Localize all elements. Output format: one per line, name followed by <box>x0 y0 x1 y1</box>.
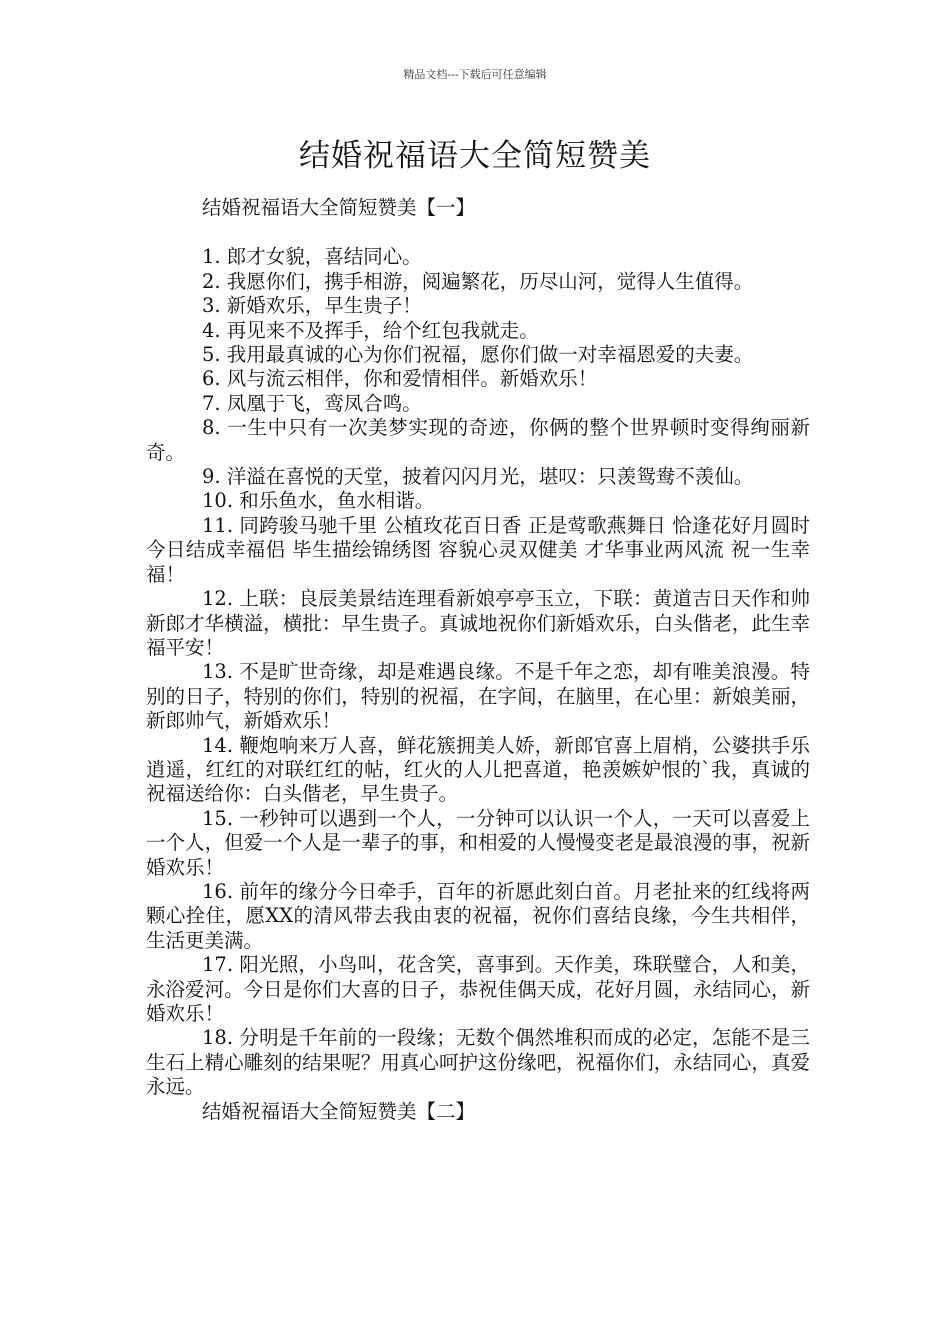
list-item: 2. 我愿你们，携手相游，阅遍繁花，历尽山河，觉得人生值得。 <box>202 269 754 293</box>
list-item: 9. 洋溢在喜悦的天堂，披着闪闪月光，堪叹：只羡鸳鸯不羡仙。 <box>202 465 754 489</box>
list-item: 1. 郎才女貌，喜结同心。 <box>202 245 422 269</box>
list-item: 15. 一秒钟可以遇到一个人，一分钟可以认识一个人，一天可以喜爱上一个人，但爱一个人是一辈子的事，和相爱的人慢慢变老是最浪漫的事，祝新婚欢乐！ <box>146 806 810 879</box>
list-item: 12. 上联：良辰美景结连理看新娘亭亭玉立，下联：黄道吉日天作和帅新郎才华横溢，横批：早生贵子。真诚地祝你们新婚欢乐，白头偕老，此生幸福平安！ <box>146 587 810 659</box>
list-item: 17. 阳光照，小鸟叫，花含笑，喜事到。天作美，珠联璧合，人和美，永浴爱河。今日是你们大喜的日子，恭祝佳偶天成，花好月圆，永结同心，新婚欢乐！ <box>146 953 810 1025</box>
list-item: 13. 不是旷世奇缘，却是难遇良缘。不是千年之恋，却有唯美浪漫。特别的日子，特别的你们，特别的祝福，在字间，在脑里，在心里：新娘美丽，新郎帅气，新婚欢乐！ <box>146 660 810 733</box>
document-title: 结婚祝福语大全简短赞美 <box>299 138 651 174</box>
list-item: 6. 风与流云相伴，你和爱情相伴。新婚欢乐！ <box>202 367 598 391</box>
section-heading-2: 结婚祝福语大全简短赞美【二】 <box>202 1099 476 1123</box>
list-item: 7. 凤凰于飞，鸾凤合鸣。 <box>202 391 422 415</box>
list-item: 18. 分明是千年前的一段缘；无数个偶然堆积而成的必定，怎能不是三生石上精心雕刻的结果呢？用真心呵护这份缘吧，祝福你们，永结同心，真爱永远。 <box>146 1026 810 1099</box>
list-item: 11. 同跨骏马驰千里 公植玫花百日香 正是莺歌燕舞日 恰逢花好月圆时 今日结成幸福侣 毕生描绘锦绣图 容貌心灵双健美 才华事业两风流 祝一生幸福！ <box>146 513 810 586</box>
list-item: 10. 和乐鱼水，鱼水相谐。 <box>202 489 435 513</box>
section-heading-1: 结婚祝福语大全简短赞美【一】 <box>202 196 476 219</box>
list-item: 5. 我用最真诚的心为你们祝福，愿你们做一对幸福恩爱的夫妻。 <box>202 343 754 367</box>
document-body <box>146 196 810 1124</box>
list-item: 4. 再见来不及挥手，给个红包我就走。 <box>202 318 539 342</box>
list-item: 8. 一生中只有一次美梦实现的奇迹，你俩的整个世界顿时变得绚丽新奇。 <box>146 416 810 464</box>
header-note: 精品文档---下载后可任意编辑 <box>403 68 547 81</box>
list-item: 16. 前年的缘分今日牵手，百年的祈愿此刻白首。月老扯来的红线将两颗心拴住，愿XX的清风带去我由衷的祝福，祝你们喜结良缘，今生共相伴，生活更美满。 <box>146 879 810 952</box>
list-item: 3. 新婚欢乐，早生贵子！ <box>202 294 422 318</box>
list-item: 14. 鞭炮响来万人喜，鲜花簇拥美人娇，新郎官喜上眉梢，公婆拱手乐逍遥，红红的对联红红的帖，红火的人儿把喜道，艳羡嫉妒恨的`我，真诚的祝福送给你：白头偕老，早生贵子。 <box>146 733 810 806</box>
